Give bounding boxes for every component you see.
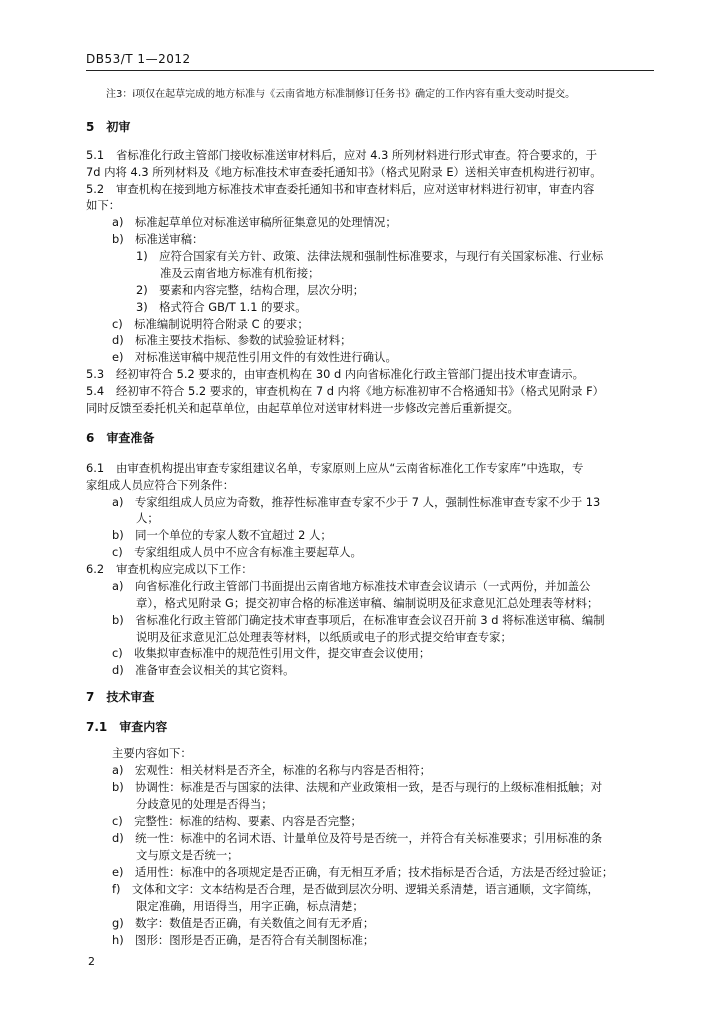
clause-number: 5.1 — [86, 148, 105, 162]
section-5-title: 5 初审 — [86, 120, 131, 134]
list-item: b) 标准送审稿： — [112, 232, 204, 246]
clause-text: 审查机构在接到地方标准技术审查委托通知书和审查材料后，应对送审材料进行初审，审查内容 — [116, 182, 595, 196]
section-7-title: 7 技术审查 — [86, 690, 155, 704]
list-item: c) 专家组组成人员中不应含有标准主要起草人。 — [112, 545, 362, 559]
clause-6-2 — [86, 561, 253, 578]
intro-text: 主要内容如下： — [112, 746, 192, 760]
clause-5-4 — [86, 383, 604, 400]
document-code: DB53/T 1—2012 — [86, 52, 191, 66]
list-item: a) 专家组组成人员应为奇数，推荐性标准审查专家不少于 7 人，强制性标准审查专家不少于 13 — [112, 495, 601, 509]
clause-number: 5.3 — [86, 367, 105, 381]
list-item: 3) 格式符合 GB/T 1.1 的要求。 — [136, 300, 307, 314]
clause-text: 经初审不符合 5.2 要求的，审查机构在 7 d 内将《地方标准初审不合格通知书》（格式见附录 F） — [116, 384, 605, 398]
list-item: 2) 要素和内容完整，结构合理，层次分明； — [136, 283, 365, 297]
clause-5-2 — [86, 181, 594, 198]
list-item: h) 图形：图形是否正确，是否符合有关制图标准； — [112, 933, 375, 947]
list-item-cont: 准及云南省地方标准有机衔接； — [160, 266, 320, 280]
list-item: 1) 应符合国家有关方针、政策、法律法规和强制性标准要求，与现行有关国家标准、行业标 — [136, 249, 604, 263]
note-3: 注3：i项仅在起草完成的地方标准与《云南省地方标准制修订任务书》确定的工作内容有重大变动时提交。 — [106, 89, 576, 100]
clause-6-1 — [86, 460, 583, 477]
clause-number: 5.2 — [86, 182, 105, 196]
list-item: a) 标准起草单位对标准送审稿所征集意见的处理情况； — [112, 215, 397, 229]
list-item: e) 适用性：标准中的各项规定是否正确，有无相互矛盾；技术指标是否合适，方法是否经过验证； — [112, 865, 614, 879]
clause-5-1 — [86, 147, 597, 164]
list-item: g) 数字：数值是否正确，有关数值之间有无矛盾； — [112, 916, 375, 930]
clause-5-4-line2: 同时反馈至委托机关和起草单位，由起草单位对送审材料进一步修改完善后重新提交。 — [86, 401, 519, 415]
clause-5-2-line2: 如下： — [86, 198, 121, 212]
section-6-title: 6 审查准备 — [86, 431, 155, 445]
clause-text: 经初审符合 5.2 要求的，由审查机构在 30 d 内向省标准化行政主管部门提出技术审查请示。 — [116, 367, 585, 381]
list-item-cont: 章），格式见附录 G；提交初审合格的标准送审稿、编制说明及征求意见汇总处理表等材料； — [136, 596, 599, 610]
header-rule — [86, 70, 654, 71]
clause-text: 省标准化行政主管部门接收标准送审材料后，应对 4.3 所列材料进行形式审查。符合要求的，于 — [116, 148, 597, 162]
clause-text: 审查机构应完成以下工作： — [116, 562, 253, 576]
list-item: d) 标准主要技术指标、参数的试验验证材料； — [112, 333, 352, 347]
list-item-cont: 说明及征求意见汇总处理表等材料，以纸质或电子的形式提交给审查专家； — [136, 630, 512, 644]
clause-5-3 — [86, 366, 584, 383]
subsection-7-1-title: 7.1 审查内容 — [86, 720, 168, 734]
list-item: e) 对标准送审稿中规范性引用文件的有效性进行确认。 — [112, 350, 397, 364]
clause-number: 6.2 — [86, 562, 105, 576]
page-number: 2 — [88, 955, 95, 968]
list-item: f) 文体和文字：文本结构是否合理，是否做到层次分明、逻辑关系清楚，语言通顺，文字简练， — [112, 882, 599, 896]
list-item-cont: 人； — [136, 511, 159, 525]
list-item: b) 协调性：标准是否与国家的法律、法规和产业政策相一致，是否与现行的上级标准相抵触；对 — [112, 780, 603, 794]
list-item: c) 收集拟审查标准中的规范性引用文件，提交审查会议使用； — [112, 646, 431, 660]
list-item: a) 宏观性：相关材料是否齐全，标准的名称与内容是否相符； — [112, 763, 431, 777]
clause-6-1-line2: 家组成人员应符合下列条件： — [86, 478, 235, 492]
clause-5-1-line2: 7d 内将 4.3 所列材料及《地方标准技术审查委托通知书》（格式见附录 E）送相关审查机构进行初审。 — [86, 165, 602, 179]
list-item: c) 完整性：标准的结构、要素、内容是否完整； — [112, 814, 362, 828]
list-item: a) 向省标准化行政主管部门书面提出云南省地方标准技术审查会议请示（一式两份，并加盖公 — [112, 579, 591, 593]
list-item: b) 同一个单位的专家人数不宜超过 2 人； — [112, 528, 332, 542]
list-item-cont: 文与原文是否统一； — [136, 848, 239, 862]
list-item-cont: 分歧意见的处理是否得当； — [136, 797, 273, 811]
list-item: d) 统一性：标准中的名词术语、计量单位及符号是否统一，并符合有关标准要求；引用标准的条 — [112, 831, 603, 845]
list-item-cont: 限定准确，用语得当，用字正确，标点清楚； — [136, 899, 364, 913]
clause-text: 由审查机构提出审查专家组建议名单，专家原则上应从“云南省标准化工作专家库”中选取，专 — [116, 461, 584, 475]
list-item: c) 标准编制说明符合附录 C 的要求； — [112, 317, 309, 331]
list-item: d) 准备审查会议相关的其它资料。 — [112, 663, 295, 677]
clause-number: 6.1 — [86, 461, 105, 475]
list-item: b) 省标准化行政主管部门确定技术审查事项后，在标准审查会议召开前 3 d 将标准送审稿、编制 — [112, 613, 605, 627]
clause-number: 5.4 — [86, 384, 105, 398]
